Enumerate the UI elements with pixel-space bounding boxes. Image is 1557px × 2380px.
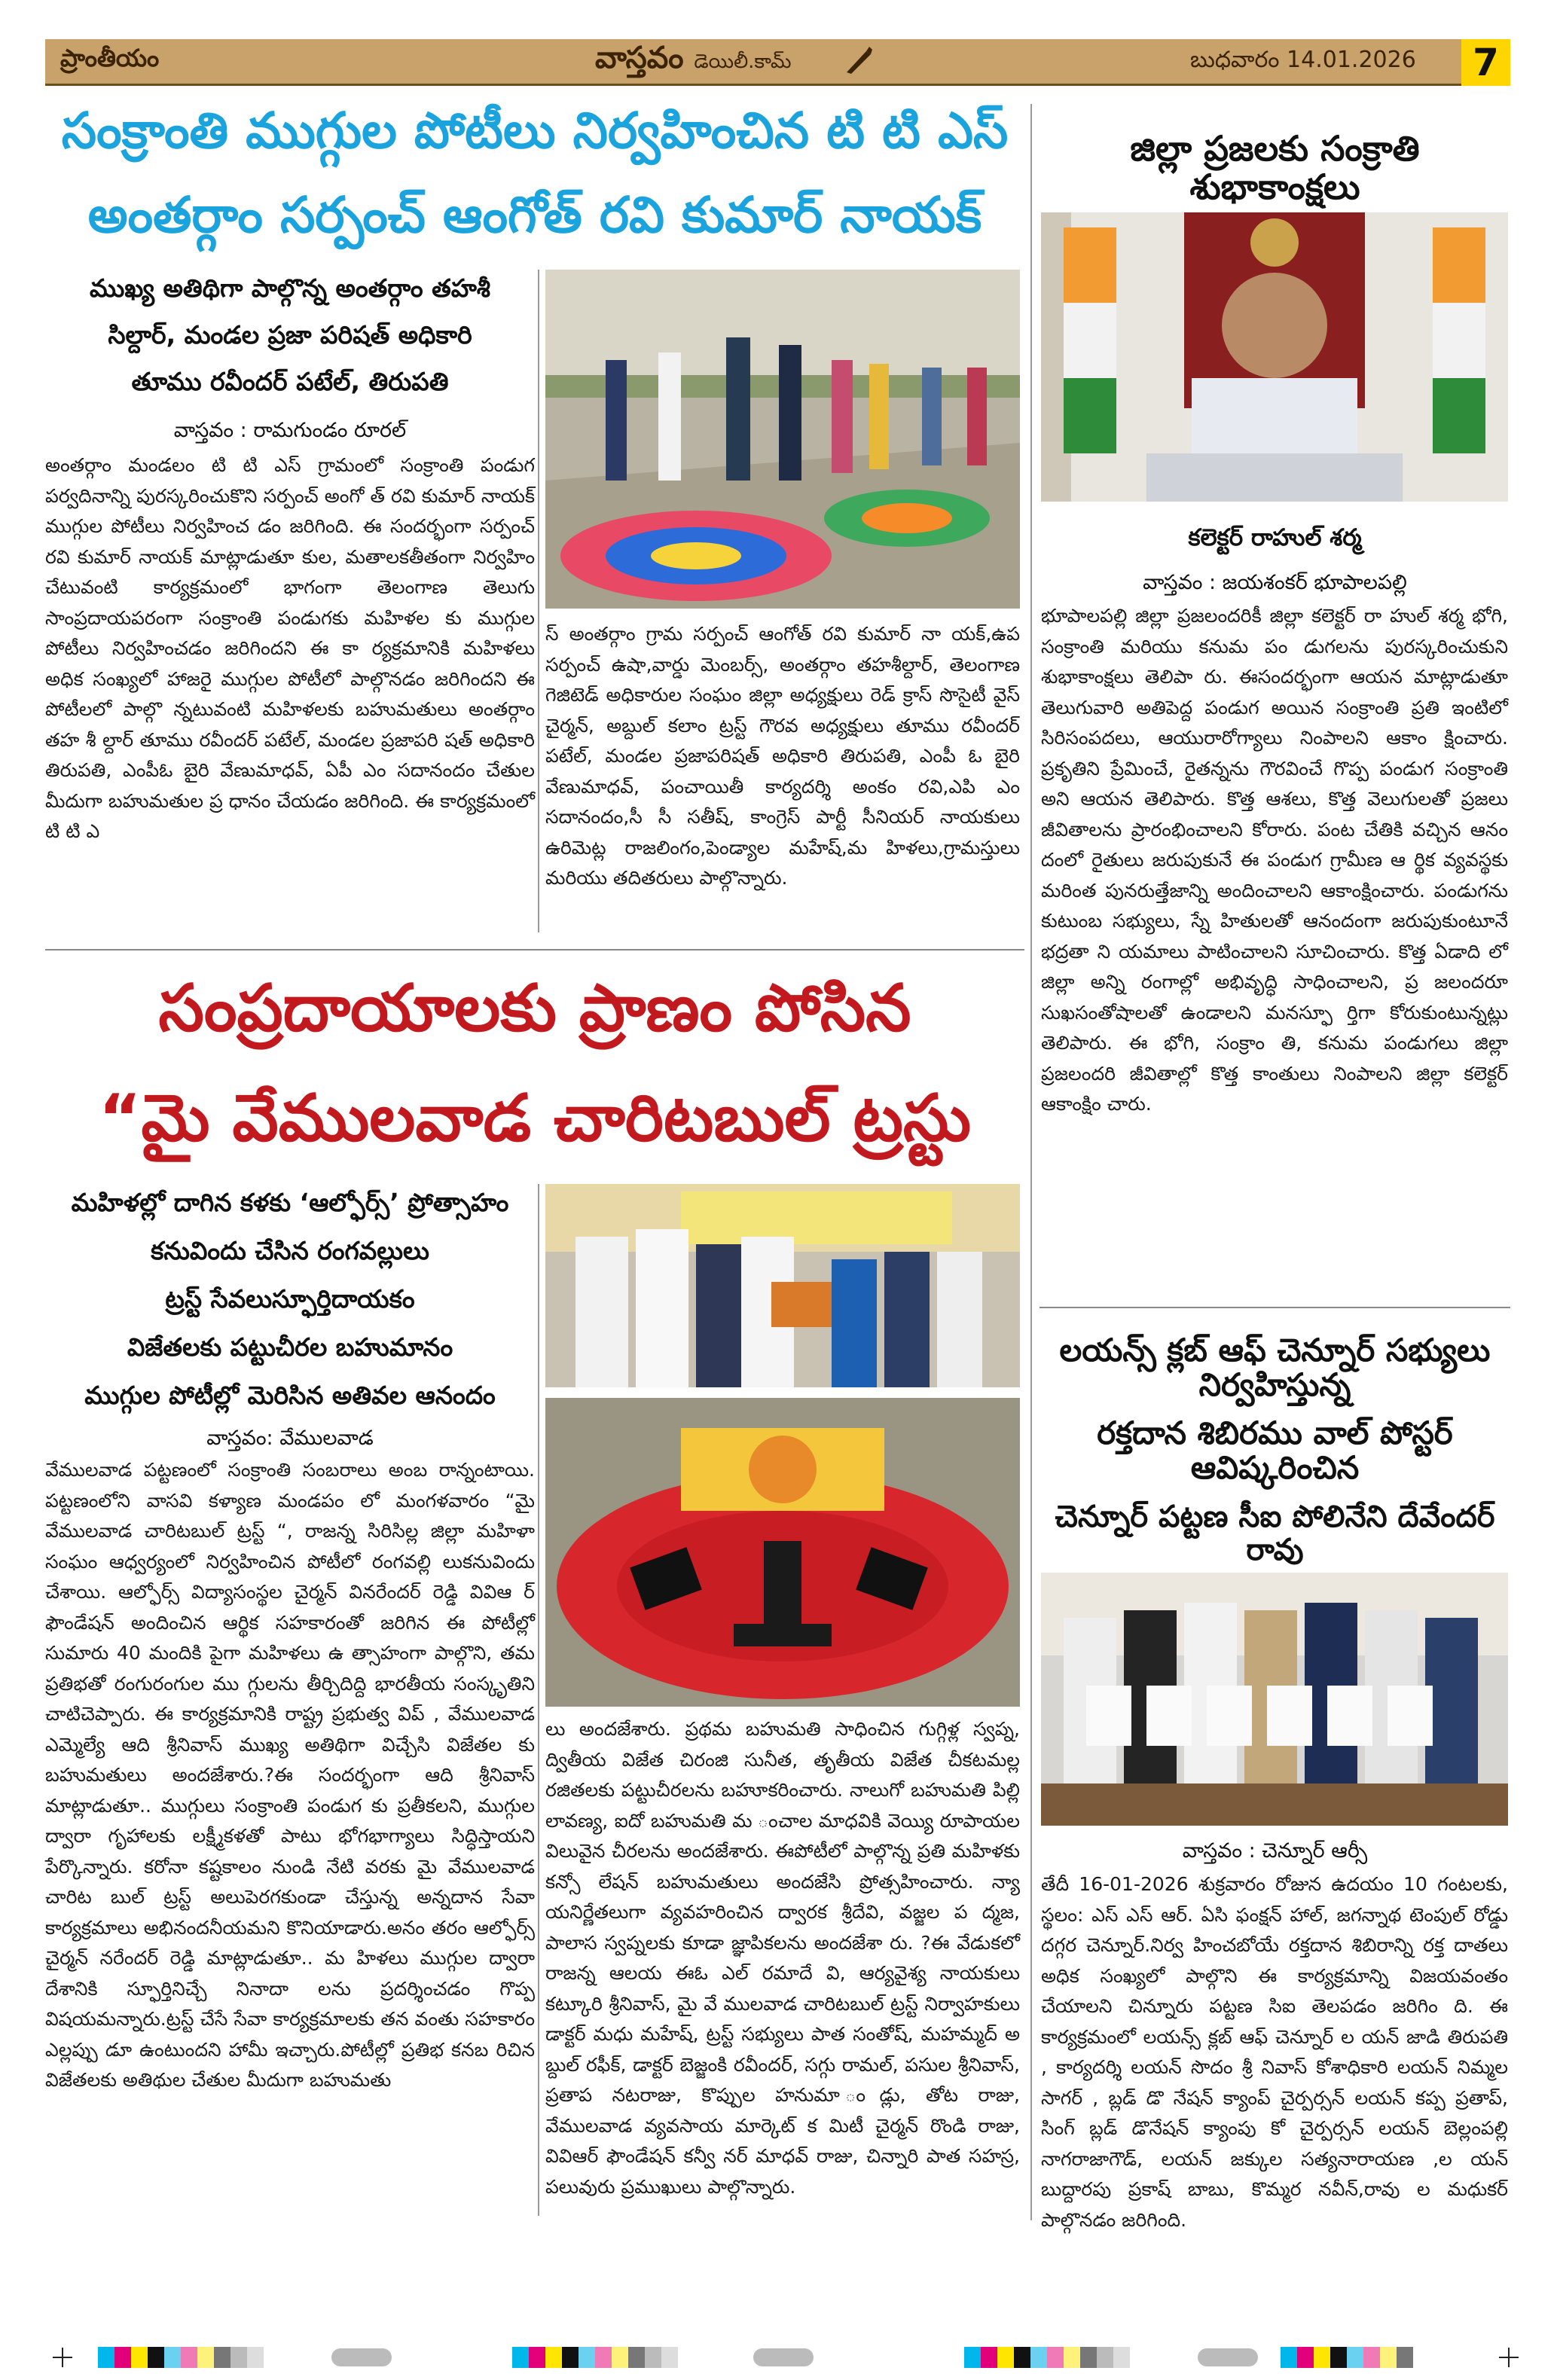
masthead-logo xyxy=(595,41,792,83)
story3-dateline: వాస్తవం : జయశంకర్ భూపాలపల్లి xyxy=(1143,571,1407,594)
story1-headline-line2: అంతర్గాం సర్పంచ్ ఆంగోత్ రవి కుమార్ నాయక్ xyxy=(87,186,982,244)
logo-suffix: డెయిలీ.కామ్ xyxy=(694,50,792,73)
story1-column2: స్ అంతర్గాం గ్రామ సర్పంచ్ ఆంగోత్ రవి కుమార్ నా యక్,ఉప సర్పంచ్ ఉషా,వార్డు మెంబర్స్, అంతర్గాం తహశీల్దార్, తెలంగాణ గెజిటెడ్ అధికారుల సంఘం జిల్లా అధ్యక్షులు రెడ్ క్రాస్ సొసైటీ వైస్ చైర్మన్, అబ్దుల్ కలాం ట్రస్ట్ గౌరవ అధ్యక్షులు తూము రవీందర్ పటేల్, మండల ప్రజాపరిషత్ అధికారి తిరుపతి, ఎంపీ ఓ బైరి వేణుమాధవ్, పంచాయితీ కార్యదర్శి అంకం రవి,ఎపి ఎం సదానందం,సీ సీ సతీష్, కాంగ్రెస్ పార్టీ సీనియర్ నాయకులు ఉరిమెట్ల రాజలింగం,పెండ్యాల మహేష్,మ హిళలు,గ్రామస్తులు మరియు తదితరులు పాల్గొన్నారు. xyxy=(545,623,1020,889)
issue-date: బుధవారం 14.01.2026 xyxy=(1190,47,1416,73)
story4-photo-poster-release xyxy=(1041,1573,1508,1826)
page-number: 7 xyxy=(1461,39,1510,86)
story2-dateline: వాస్తవం: వేములవాడ xyxy=(206,1426,374,1450)
story1-photo-rangoli xyxy=(545,270,1020,609)
story1-sub-line2: సిల్దార్, మండల ప్రజా పరిషత్ అధికారి xyxy=(108,320,472,349)
section-divider xyxy=(45,949,1024,950)
story1-sub-line1: ముఖ్య అతిథిగా పాల్గొన్న అంతర్గాం తహశీ xyxy=(90,273,490,303)
story1-dateline: వాస్తవం : రామగుండం రూరల్ xyxy=(173,419,407,442)
page-column-divider xyxy=(1030,104,1032,2220)
story2-sub-line4: విజేతలకు పట్టుచీరల బహుమానం xyxy=(127,1332,453,1362)
story3-body: భూపాలపల్లి జిల్లా ప్రజలందరికీ జిల్లా కలెక్టర్ రా హుల్ శర్మ భోగి, సంక్రాంతి మరియు కనుమ పం డుగలను పురస్కరించుకుని శుభాకాంక్షలు తెలిపా రు. ఈసందర్భంగా ఆయన మాట్లాడుతూ తెలుగువారి అతిపెద్ద పండుగ అయిన సంక్రాంతి ప్రతి ఇంటిలో సిరిసంపదలు, ఆయురారోగ్యాలు నింపాలని ఆకాం క్షించారు. ప్రకృతిని ప్రేమించే, రైతన్నను గౌరవించే గొప్ప పండుగ సంక్రాంతి అని ఆయన తెలిపారు. కొత్త ఆశలు, కొత్త వెలుగులతో ప్రజలు జీవితాలను ప్రారంభించాలని కోరారు. పంట చేతికి వచ్చిన ఆనం దంలో రైతులు జరుపుకునే ఈ పండుగ గ్రామీణ ఆ ర్థిక వ్యవస్థకు మరింత పునరుత్తేజాన్ని అందించాలని ఆకాంక్షించారు. పండుగను కుటుంబ సభ్యులు, స్నే హితులతో ఆనందంగా జరుపుకుంటూనే భద్రతా ని యమాలు పాటించాలని సూచించారు. కొత్త ఏడాది లో జిల్లా అన్ని రంగాల్లో అభివృద్ధి సాధించాలని, ప్ర జలందరూ సుఖసంతోషాలతో ఉండాలని మనస్ఫూ ర్తిగా కోరుకుంటున్నట్లు తెలిపారు. ఈ భోగి, సంక్రాం తి, కనుమ పండుగలు జిల్లా ప్రజలందరి జీవితాల్లో కొత్త కాంతులు నింపాలని జిల్లా కలెక్టర్ ఆకాంక్షిం చారు. xyxy=(1041,605,1508,1115)
story2-sub-line1: మహిళల్లో దాగిన కళకు ‘ఆల్ఫోర్స్’ ప్రోత్సాహం xyxy=(71,1188,509,1217)
story2-photo-rangoli xyxy=(545,1398,1020,1707)
story1-column1: అంతర్గాం మండలం టి టి ఎస్ గ్రామంలో సంక్రాంతి పండుగ పర్వదినాన్ని పురస్కరించుకొని సర్పంచ్ అంగో త్ రవి కుమార్ నాయక్ ముగ్గుల పోటీలు నిర్వహించ డం జరిగింది. ఈ సందర్భంగా సర్పంచ్ రవి కుమార్ నాయక్ మాట్లాడుతూ కుల, మతాలకతీతంగా నిర్వహిం చేటువంటి కార్యక్రమంలో భాగంగా తెలంగాణ తెలుగు సాంప్రదాయపరంగా సంక్రాంతి పండుగకు మహిళల కు ముగ్గుల పోటీలు నిర్వహించడం జరిగిందని ఈ కా ర్యక్రమానికి మహిళలు అధిక సంఖ్యలో హాజరై ముగ్గుల పోటీలో పాల్గొనడం జరిగిందని ఈ పోటీలలో పాల్గొ న్నటువంటి మహిళలకు బహుమతులు అంతర్గాం తహ శీ ల్దార్ తూము రవీందర్ పటేల్, మండల ప్రజాపరి షత్ అధికారి తిరుపతి, ఎంపీఓ బైరి వేణుమాధవ్, ఏపీ ఎం సదానందం చేతుల మీదుగా బహుమతుల ప్ర ధానం చేయడం జరిగింది. ఈ కార్యక్రమంలో టి టి ఎ xyxy=(45,454,535,842)
story1-sub-line3: తూము రవీందర్ పటేల్, తిరుపతి xyxy=(131,367,449,396)
story4-headline-line1: లయన్స్ క్లబ్ ఆఫ్ చెన్నూర్ సభ్యులు నిర్వహిస్తున్న xyxy=(1059,1332,1491,1404)
story3-photo-collector xyxy=(1041,212,1508,502)
story2-headline-line2: “మై వేములవాడ చారిటబుల్ ట్రస్టు xyxy=(99,1081,971,1156)
column-divider xyxy=(538,270,539,932)
story4-headline-line2: రక్తదాన శిబిరము వాల్ పోస్టర్ ఆవిష్కరించిన xyxy=(1097,1414,1453,1487)
story4-headline-line3: చెన్నూర్ పట్టణ సీఐ పోలినేని దేవేందర్ రావు xyxy=(1055,1500,1495,1567)
story2-photo-prize xyxy=(545,1184,1020,1387)
story2-sub-line2: కనువిందు చేసిన రంగవల్లులు xyxy=(151,1236,429,1265)
story2-column1: వేములవాడ పట్టణంలో సంక్రాంతి సంబరాలు అంబ రాన్నంటాయి. పట్టణంలోని వాసవి కళ్యాణ మండపం లో మంగళవారం “మై వేములవాడ చారిటబుల్ ట్రస్ట్ “, రాజన్న సిరిసిల్ల జిల్లా మహిళా సంఘం ఆధ్వర్యంలో నిర్వహించిన పోటీలో రంగవల్లి లుకనువిందు చేశాయి. ఆల్ఫోర్స్ విద్యాసంస్థల చైర్మన్ వినరేందర్ రెడ్డి వివిఆ ర్ ఫౌండేషన్ అందించిన ఆర్థిక సహకారంతో జరిగిన ఈ పోటీల్లో సుమారు 40 మందికి పైగా మహిళలు ఉ త్సాహంగా పాల్గొని, తమ ప్రతిభతో రంగురంగుల ము గ్గులను తీర్చిదిద్ది భారతీయ సంస్కృతిని చాటిచెప్పారు. ఈ కార్యక్రమానికి రాష్ట్ర ప్రభుత్వ విప్ , వేములవాడ ఎమ్మెల్యే ఆది శ్రీనివాస్ ముఖ్య అతిథిగా విచ్చేసి విజేతల కు బహుమతులు అందజేశారు.?ఈ సందర్భంగా ఆది శ్రీనివాస్ మాట్లాడుతూ.. ముగ్గులు సంక్రాంతి పండుగ కు ప్రతీకలని, ముగ్గుల ద్వారా గృహాలకు లక్ష్మీకళతో పాటు భోగభాగ్యాలు సిద్ధిస్తాయని పేర్కొన్నారు. కరోనా కష్టకాలం నుండి నేటి వరకు మై వేములవాడ చారిట బుల్ ట్రస్ట్ అలుపెరగకుండా చేస్తున్న అన్నదాన సేవా కార్యక్రమాలు అభినందనీయమని కొనియాడారు.అనం తరం ఆల్ఫోర్స్ చైర్మన్ నరేందర్ రెడ్డి మాట్లాడుతూ.. మ హిళలు ముగ్గుల ద్వారా దేశానికి స్ఫూర్తినిచ్చే నినాదా లను ప్రదర్శించడం గొప్ప విషయమన్నారు.ట్రస్ట్ చేసే సేవా కార్యక్రమాలకు తన వంతు సహకారం ఎల్లప్పు డూ ఉంటుందని హామీ ఇచ్చారు.పోటీల్లో ప్రతిభ కనబ రిచిన విజేతలకు అతిథుల చేతుల మీదుగా బహుమతు xyxy=(45,1459,535,2091)
story3-caption: కలెక్టర్ రాహుల్ శర్మ xyxy=(1188,524,1362,551)
pen-icon xyxy=(844,45,874,75)
section-label: ప్రాంతీయం xyxy=(60,44,160,72)
story3-headline: జిల్లా ప్రజలకు సంక్రాతి శుభాకాంక్షలు xyxy=(1130,128,1420,207)
story4-body: తేదీ 16-01-2026 శుక్రవారం రోజున ఉదయం 10 గంటలకు, స్థలం: ఎస్ ఎస్ ఆర్. ఏసి ఫంక్షన్ హాల్, జగన్నాథ టెంపుల్ రోడ్డు దగ్గర చెన్నూర్.నిర్వ హించబోయే రక్తదాన శిబిరాన్ని రక్త దాతలు అధిక సంఖ్యలో పాల్గొని ఈ కార్యక్రమాన్ని విజయవంతం చేయాలని చిన్నూరు పట్టణ సిఐ తెలపడం జరిగిం ది. ఈ కార్యక్రమంలో లయన్స్ క్లబ్ ఆఫ్ చెన్నూర్ ల యన్ జాడి తిరుపతి , కార్యదర్శి లయన్ సొదం శ్రీ నివాస్ కోశాధికారి లయన్ నిమ్మల సాగర్ , బ్లడ్ డొ నేషన్ క్యాంప్ చైర్పర్సన్ లయన్ కప్ప ప్రతాప్, సింగ్ బ్లడ్ డొనేషన్ క్యాంపు కో చైర్పర్సన్ లయన్ బెల్లంపల్లి నాగరాజాగౌడ్, లయన్ జక్కుల సత్యనారాయణ ,ల యన్ బుద్దారపు ప్రకాష్ బాబు, కొమ్మర నవీన్,రావు ల మధుకర్ పాల్గొనడం జరిగింది. xyxy=(1041,1873,1508,2231)
right-section-divider xyxy=(1040,1307,1510,1308)
story2-column2: లు అందజేశారు. ప్రథమ బహుమతి సాధించిన గుగ్గిళ్ల స్వప్న, ద్వితీయ విజేత చిరంజి సునీత, తృతీయ విజేత చీకటమల్ల రజితలకు పట్టుచీరలను బహూకరించారు. నాలుగో బహుమతి పిల్లి లావణ్య, ఐదో బహుమతి మ ంచాల మాధవికి వెయ్యి రూపాయల విలువైన చీరలను అందజేశారు. ఈపోటీలో పాల్గొన్న ప్రతి మహిళకు కన్సో లేషన్ బహుమతులు అందజేసి ప్రోత్సహించారు. న్యా యనిర్ణేతలుగా వ్యవహరించిన ద్వారక శ్రీదేవి, వజ్జల ప ద్మజ, పాలాస స్వప్నలకు కూడా జ్ఞాపికలను అందజేశా రు. ?ఈ వేడుకలో రాజన్న ఆలయ ఈఓ ఎల్ రమాదే వి, ఆర్యవైశ్య నాయకులు కట్కూరి శ్రీనివాస్, మై వే ములవాడ చారిటబుల్ ట్రస్ట్ నిర్వాహకులు డాక్టర్ మధు మహేష్, ట్రస్ట్ సభ్యులు పాత సంతోష్, మహమ్మద్ అ బ్దుల్ రఫీక్, డాక్టర్ బెజ్జంకి రవీందర్, సగ్గు రామల్, పసుల శ్రీనివాస్, ప్రతాప నటరాజు, కొప్పుల హనుమా ండ్లు, తోట రాజు, వేములవాడ వ్యవసాయ మార్కెట్ క మిటీ చైర్మన్ రొండి రాజు, వివిఆర్ ఫౌండేషన్ కన్వీ నర్ మాధవ్ రాజు, చిన్నారి పాత సహస్ర, పలువురు ప్రముఖులు పాల్గొన్నారు. xyxy=(545,1718,1020,2198)
story2-headline-line1: సంప్రదాయాలకు ప్రాణం పోసిన xyxy=(158,971,911,1046)
story4-dateline: వాస్తవం : చెన్నూర్ ఆర్సీ xyxy=(1182,1839,1368,1863)
column-divider-2 xyxy=(538,1184,539,2216)
story1-headline-line1: సంక్రాంతి ముగ్గుల పోటీలు నిర్వహించిన టి టి ఎస్ xyxy=(61,102,1009,160)
story2-sub-line3: ట్రస్ట్ సేవలుస్ఫూర్తిదాయకం xyxy=(165,1284,415,1314)
logo-text: వాస్తవం xyxy=(595,41,684,75)
print-registration-strip xyxy=(0,2342,1557,2372)
story2-sub-line5: ముగ్గుల పోటీల్లో మెరిసిన అతివల ఆనందం xyxy=(84,1381,496,1410)
